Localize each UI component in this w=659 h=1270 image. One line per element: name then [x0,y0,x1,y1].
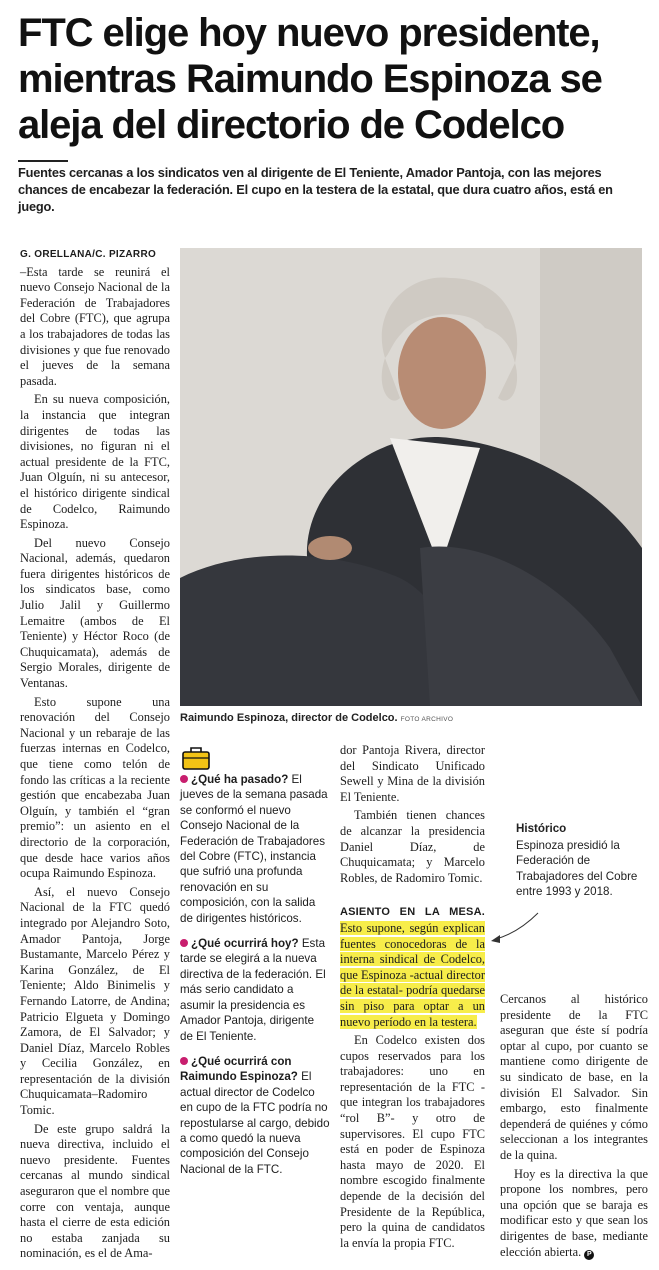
sidebar-title: Histórico [516,822,567,835]
qa-item [180,772,330,926]
qa-item [180,936,330,1044]
paragraph: Esto supone una renovación del Consejo Nacional y un rebaraje de las fuerzas internas en Codelco, que tiene como telón de fondo las críticas a la reciente gestión que encabezaba Juan Olguín, y también el “gran premio”: un asiento en el directorio de la corporación, que desde hace varios años ocupa Raimundo Espinoza. [20,694,170,881]
column-1 [20,247,170,1265]
bullet-icon [180,939,188,947]
sidebar-historico [516,822,648,900]
arrow-icon [488,905,548,945]
paragraph: En su nueva composición, la instancia que integran dirigentes de todas las divisiones, no figuran ni el actual presidente de la FTC, Juan Olguín, ni su antecesor, el histórico dirigente sindical de Codelco, Raimundo Espinoza. [20,392,170,532]
qa-answer: El actual director de Codelco en cupo de la FTC podría no repostularse al cargo, debido a como quedó la nueva composición del Consejo Nacional de la FTC. [180,1070,330,1176]
paragraph-text: Hoy es la directiva la que propone los nombres, pero una opción que se baraja es modificar esto y que sean los dirigentes de base, mediante elección abierta. [500,1166,648,1259]
photo-raimundo-espinoza [180,248,642,706]
paragraph: Así, el nuevo Consejo Nacional de la FTC quedó integrado por Alejandro Soto, Amador Pantoja, Jorge Bustamante, Marcelo Pérez y Karina González, de El Teniente; Aldo Binimelis y Fernando Latorre, de Andina; Patricio Elgueta y Domingo Zamora, de El Salvador; y Daniel Díaz, Marcelo Robles y Cecilia González, en representación de la división Chuquicamata–Radomiro Tomic. [20,884,170,1118]
qa-answer: El jueves de la semana pasada se conformó el nuevo Consejo Nacional de la Federación de Trabajadores del Cobre (FTC), instancia que sufrió una profunda renovación en su composición, con la salida de dirigentes históricos. [180,773,328,925]
photo-caption [180,712,640,724]
deck: Fuentes cercanas a los sindicatos ven al dirigente de El Teniente, Amador Pantoja, con las mejores chances de encabezar la federación. El cupo en la testera de la estatal, que dura cuatro años, está en juego. [18,165,613,214]
paragraph: En Codelco existen dos cupos reservados para los trabajadores: uno en representación de la FTC -que integran los trabajadores “rol B”- y otro de supervisores. El cupo FTC está en poder de Espinoza hasta mayo de 2020. El nombre escogido finalmente depende de la decisión del Presidente de la República, pero la quina de candidatos la envía la propia FTC. [340,1033,485,1250]
qa-answer: Esta tarde se elegirá a la nueva directiva de la federación. El más serio candidato a asumir la presidencia es Amador Pantoja, dirigente de El Teniente. [180,937,326,1043]
qa-box [180,772,330,1187]
highlight-text: Esto supone, según explican fuentes conocedoras de la interna sindical de Codelco, que Espinoza -actual director de la estatal- podría quedarse sin piso para optar a un nuevo período en la testera. [340,920,485,1029]
sidebar-body: Espinoza presidió la Federación de Trabajadores del Cobre entre 1993 y 2018. [516,839,638,899]
headline: FTC elige hoy nuevo presidente, mientras Raimundo Espinoza se aleja del directorio de Codelco [18,11,602,147]
divider [18,160,68,162]
column-3 [340,743,485,1254]
highlighted-paragraph [340,904,485,1030]
paragraph [500,1167,648,1261]
bullet-icon [180,1057,188,1065]
column-4 [500,992,648,1263]
qa-item [180,1054,330,1177]
end-mark-icon: P [584,1250,594,1260]
briefcase-icon [181,745,211,771]
caption-text: Raimundo Espinoza, director de Codelco. [180,712,398,724]
paragraph: Del nuevo Consejo Nacional, además, quedaron fuera dirigentes históricos de los sindicatos base, como Julio Jalil y Guillermo Lemaitre (ambos de El Teniente) y Héctor Roco (de Chuquicamata), además de Sergio Morales, dirigente de Ventanas. [20,535,170,691]
paragraph: De este grupo saldrá la nueva directiva, incluido el nuevo presidente. Fuentes cercanas al mundo sindical aseguraron que el nombre que corre con ventaja, aunque hasta el cierre de esta edición no estaba zanjada su nominación, es el de Ama- [20,1121,170,1261]
photo-illustration [180,248,642,706]
qa-question: ¿Qué ocurrirá con Raimundo Espinoza? [180,1054,298,1084]
paragraph: –Esta tarde se reunirá el nuevo Consejo Nacional de la Federación de Trabajadores del Cobre (FTC), que agrupa a los trabajadores de todas las divisiones y que fue renovado el jueves de la semana pasada. [20,264,170,388]
paragraph: dor Pantoja Rivera, director del Sindicato Unificado Sewell y Mina de la división El Teniente. [340,743,485,804]
bullet-icon [180,775,188,783]
byline: G. ORELLANA/C. PIZARRO [20,249,157,260]
photo-credit: FOTO ARCHIVO [400,716,454,723]
section-kicker: ASIENTO EN LA MESA. [340,906,485,919]
paragraph: También tienen chances de alcanzar la presidencia Daniel Díaz, de Chuquicamata; y Marcelo Robles, de Radomiro Tomic. [340,808,485,885]
qa-question: ¿Qué ha pasado? [191,773,289,786]
qa-question: ¿Qué ocurrirá hoy? [191,937,299,951]
paragraph: Cercanos al histórico presidente de la FTC aseguran que éste sí podría optar al cupo, por cuanto se mantiene como dirigente de su sindicato de base, en la división El Salvador. Sin embargo, esto finalmente dependerá de quiénes y cómo seleccionan a los integrantes de la quina. [500,992,648,1162]
